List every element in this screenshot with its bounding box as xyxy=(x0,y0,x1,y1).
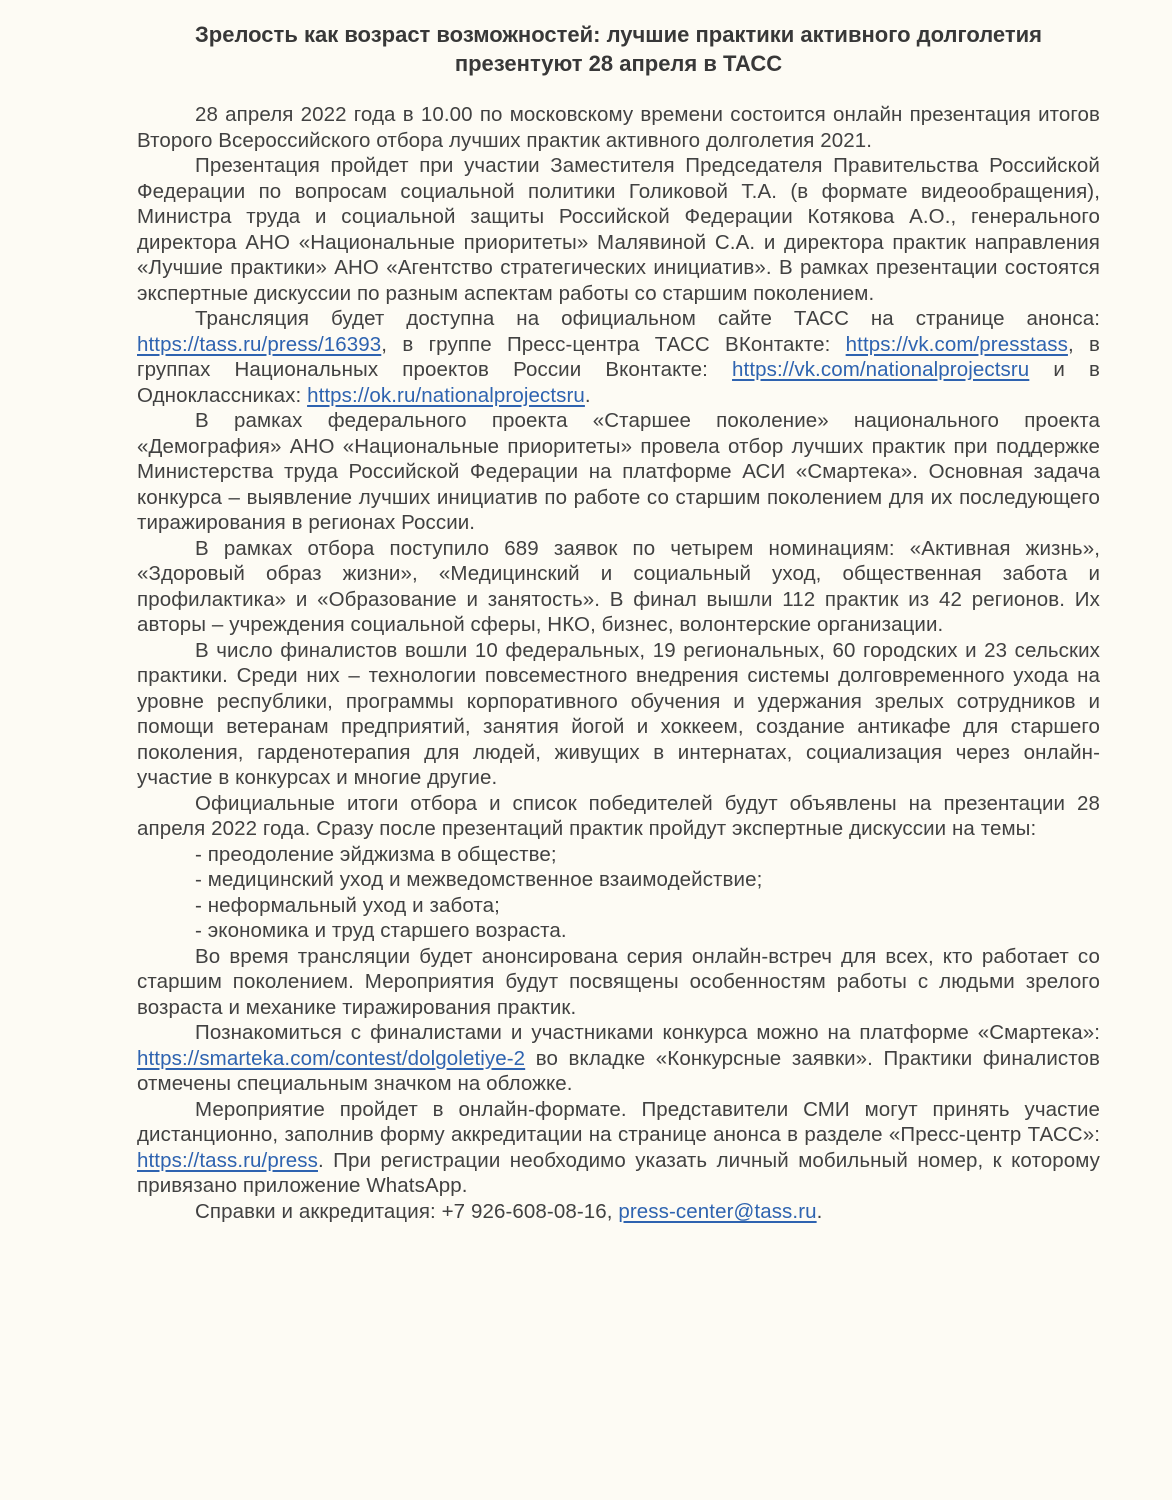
text-run: Познакомиться с финалистами и участниками конкурса можно на платформе «Смартека»: xyxy=(195,1021,1100,1044)
list-item xyxy=(137,918,1100,944)
list-item xyxy=(137,893,1100,919)
text-run: . При регистрации необходимо указать личный мобильный номер, к которому привязано приложение WhatsApp. xyxy=(137,1148,1100,1197)
text-run: - преодоление эйджизма в обществе; xyxy=(195,842,557,866)
text-run: во вкладке «Конкурсные заявки». Практики финалистов отмечены специальным значком на обложке. xyxy=(137,1046,1100,1095)
paragraph xyxy=(137,1020,1100,1097)
paragraph xyxy=(137,306,1100,408)
text-run: В рамках федерального проекта «Старшее поколение» национального проекта «Демография» АНО «Национальные приоритеты» провела отбор лучших практик при поддержке Министерства труда Российской Федерации на платформе АСИ «Смартека». Основная задача конкурса – выявление лучших инициатив по работе со старшим поколением для их последующего тиражирования в регионах России. xyxy=(137,409,1100,534)
text-run: Официальные итоги отбора и список победителей будут объявлены на презентации 28 апреля 2022 года. Сразу после презентаций практик пройдут экспертные дискуссии на темы: xyxy=(137,791,1100,840)
paragraph xyxy=(137,102,1100,153)
text-run: и в Одноклассниках: xyxy=(137,358,1100,407)
text-run: . xyxy=(816,1199,823,1223)
list-item xyxy=(137,867,1100,893)
text-run: - неформальный уход и забота; xyxy=(195,893,500,917)
text-run: , в группах Национальных проектов России Вконтакте: xyxy=(137,332,1100,381)
text-run: Во время трансляции будет анонсирована серия онлайн-встреч для всех, кто работает со старшим поколением. Мероприятия будут посвящены особенностям работы с людьми зрелого возраста и механике тиражирования практик. xyxy=(137,944,1100,1019)
paragraph xyxy=(137,791,1100,842)
paragraph xyxy=(137,638,1100,791)
text-run: 28 апреля 2022 года в 10.00 по московскому времени состоится онлайн презентация итогов Второго Всероссийского отбора лучших практик активного долголетия 2021. xyxy=(137,103,1100,152)
paragraph xyxy=(137,153,1100,306)
link-tass-announcement[interactable]: https://tass.ru/press/16393 xyxy=(137,332,382,356)
document-content xyxy=(137,102,1100,1224)
text-run: В число финалистов вошли 10 федеральных, 19 региональных, 60 городских и 23 сельских практики. Среди них – технологии повсеместного внедрения системы долговременного ухода на уровне республики, программы корпоративного обучения и удержания зрелых сотрудников и помощи ветеранам предприятий, занятия йогой и хоккеем, создание антикафе для старшего поколения, гарденотерапия для людей, живущих в интернатах, социализация через онлайн-участие в конкурсах и многие другие. xyxy=(137,638,1100,789)
list-item xyxy=(137,842,1100,868)
document-title: Зрелость как возраст возможностей: лучшие практики активного долголетия презентуют 28 апреля в ТАСС xyxy=(195,22,1042,76)
text-run: В рамках отбора поступило 689 заявок по четырем номинациям: «Активная жизнь», «Здоровый образ жизни», «Медицинский и социальный уход, общественная забота и профилактика» и «Образование и занятость». В финал вышли 112 практик из 42 регионов. Их авторы – учреждения социальной сферы, НКО, бизнес, волонтерские организации. xyxy=(137,536,1100,636)
paragraph xyxy=(137,944,1100,1021)
text-run: Справки и аккредитация: +7 926-608-08-16, xyxy=(195,1199,619,1223)
paragraph xyxy=(137,536,1100,638)
text-run: , в группе Пресс-центра ТАСС ВКонтакте: xyxy=(381,332,846,356)
paragraph xyxy=(137,1097,1100,1199)
text-run: - медицинский уход и межведомственное взаимодействие; xyxy=(195,868,763,891)
link-vk-nationalprojects[interactable]: https://vk.com/nationalprojectsru xyxy=(732,358,1030,381)
paragraph xyxy=(137,1199,1100,1225)
text-run: Трансляция будет доступна на официальном сайте ТАСС на странице анонса: xyxy=(195,307,1100,330)
link-smarteka-contest[interactable]: https://smarteka.com/contest/dolgoletiye-2 xyxy=(137,1046,526,1070)
link-email-press-center[interactable]: press-center@tass.ru xyxy=(618,1199,817,1223)
link-tass-press[interactable]: https://tass.ru/press xyxy=(137,1148,318,1172)
link-vk-presstass[interactable]: https://vk.com/presstass xyxy=(845,332,1068,356)
text-run: Мероприятие пройдет в онлайн-формате. Представители СМИ могут принять участие дистанционно, заполнив форму аккредитации на странице анонса в разделе «Пресс-центр ТАСС»: xyxy=(137,1097,1100,1146)
text-run: . xyxy=(584,383,591,407)
text-run: - экономика и труд старшего возраста. xyxy=(195,919,567,942)
document-body xyxy=(137,20,1100,1224)
link-ok-nationalprojects[interactable]: https://ok.ru/nationalprojectsru xyxy=(307,383,585,407)
text-run: Презентация пройдет при участии Заместителя Председателя Правительства Российской Федерации по вопросам социальной политики Голиковой Т.А. (в формате видеообращения), Министра труда и социальной защиты Российской Федерации Котякова А.О., генерального директора АНО «Национальные приоритеты» Малявиной С.А. и директора практик направления «Лучшие практики» АНО «Агентство стратегических инициатив». В рамках презентации состоятся экспертные дискуссии по разным аспектам работы со старшим поколением. xyxy=(137,154,1100,305)
paragraph xyxy=(137,408,1100,536)
